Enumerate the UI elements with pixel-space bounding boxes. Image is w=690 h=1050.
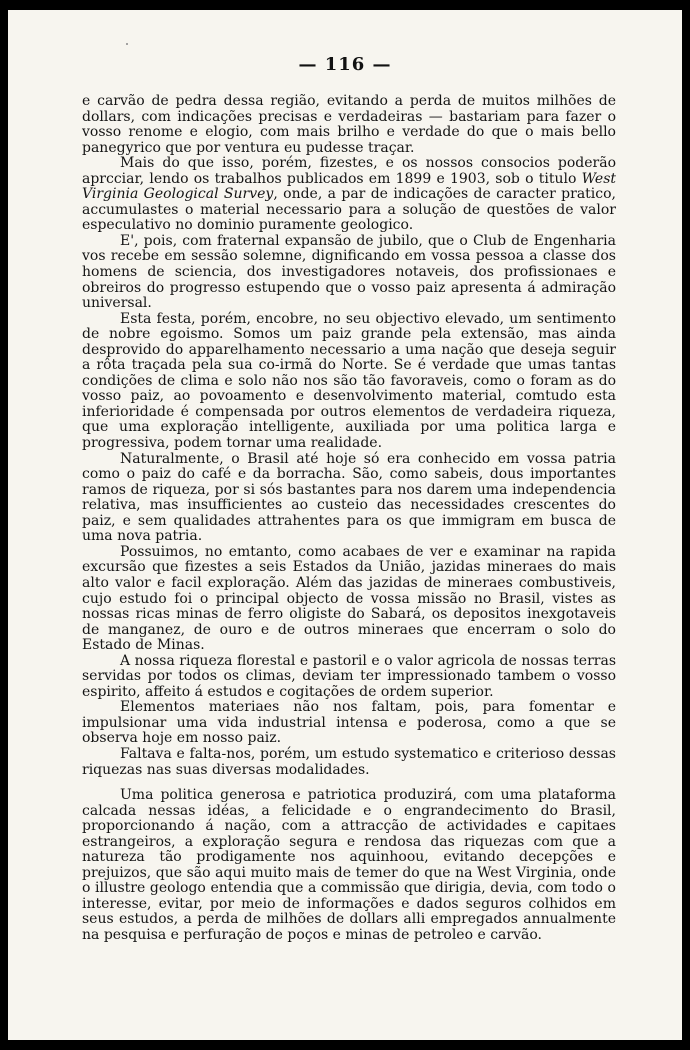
- paragraph-8: Elementos materiaes não nos faltam, pois, para fomentar e impulsionar uma vida industrial intensa e poderosa, como a que se observa hoje em nosso paiz.: [82, 699, 616, 747]
- paper-speck: [126, 43, 128, 45]
- paragraph-2-lead: Mais do que isso, porém, fizestes, e os nossos consocios poderão aprcciar, lendo os trabalhos publicados em 1899 e 1903, sob o titulo: [82, 155, 616, 187]
- paragraph-4: Esta festa, porém, encobre, no seu objectivo elevado, um sentimento de nobre egoismo. Somos um paiz grande pela extensão, mas ainda desprovido do apparelhamento necessario a uma nação que deseja seguir a rôta traçada pela sua co-irmã do Norte. Se é verdade que umas tantas condições de clima e solo não nos são tão favoraveis, como o foram as do vosso paiz, ao povoamento e desenvolvimento material, comtudo esta inferioridade é compensada por outros elementos de verdadeira riqueza, que uma exploração intelligente, auxiliada por uma politica larga e progressiva, podem tornar uma realidade.: [82, 310, 616, 452]
- survey-title: West Virginia Geological Survey: [82, 170, 616, 203]
- paragraph-7: A nossa riqueza florestal e pastoril e o valor agricola de nossas terras servidas por todos os climas, deviam ter impressionado tambem o vosso espirito, affeito á estudos e cogitações de ordem superior.: [82, 652, 616, 700]
- paragraph-3: E', pois, com fraternal expansão de jubilo, que o Club de Engenharia vos recebe em sessão solemne, dignificando em vossa pessoa a classe dos homens de sciencia, dos investigadores notaveis, dos profissionaes e obreiros do progresso estupendo que o vosso paiz apresenta á admiração universal.: [82, 232, 616, 312]
- document-page: [8, 10, 682, 1040]
- paragraph-10: Uma politica generosa e patriotica produzirá, com uma plataforma calcada nessas idéas, a felicidade e o engrandecimento do Brasil, proporcionando á nação, com a attracção de actividades e capitaes estrangeiros, a exploração segura e rendosa das riquezas com que a natureza tão prodigamente nos aquinhoou, evitando decepções e prejuizos, que são aqui muito mais de temer do que na West Virginia, onde o illustre geologo entendia que a commissão que dirigia, devia, com todo o interesse, evitar, por meio de informações e dados seguros colhidos em seus estudos, a perda de milhões de dollars alli empregados annualmente na pesquisa e perfuração de poços e minas de petroleo e carvão.: [82, 787, 616, 943]
- paragraph-9: Faltava e falta-nos, porém, um estudo systematico e criterioso dessas riquezas nas suas diversas modalidades.: [82, 745, 616, 778]
- body-text: [82, 94, 616, 944]
- paragraph-1: e carvão de pedra dessa região, evitando a perda de muitos milhões de dollars, com indicações precisas e verdadeiras — bastariam para fazer o vosso renome e elogio, com mais brilho e verdade do que o mais bello panegyrico que por ventura eu pudesse traçar.: [82, 93, 616, 156]
- paragraph-2: [82, 156, 616, 234]
- paragraph-5: Naturalmente, o Brasil até hoje só era conhecido em vossa patria como o paiz do café e da borracha. São, como sabeis, dous importantes ramos de riqueza, por si sós bastantes para nos darem uma independencia relativa, mas insufficientes ao custeio das necessidades crescentes do paiz, e sem qualidades attrahentes para os que immigram em busca de uma nova patria.: [82, 450, 616, 545]
- paragraph-6: Possuimos, no emtanto, como acabaes de ver e examinar na rapida excursão que fizestes a seis Estados da União, jazidas mineraes do mais alto valor e facil exploração. Além das jazidas de mineraes combustiveis, cujo estudo foi o principal objecto de vossa missão no Brasil, vistes as nossas ricas minas de ferro oligiste do Sabará, os depositos inexgotaveis de manganez, de ouro e de outros mineraes que encerram o solo do Estado de Minas.: [82, 543, 616, 654]
- page-number: — 116 —: [298, 54, 392, 75]
- paragraph-2-tail: , onde, a par de indicações de caracter pratico, accumulastes o material necessario para a solução de questões de valor especulativo no dominio puramente geologico.: [82, 186, 616, 234]
